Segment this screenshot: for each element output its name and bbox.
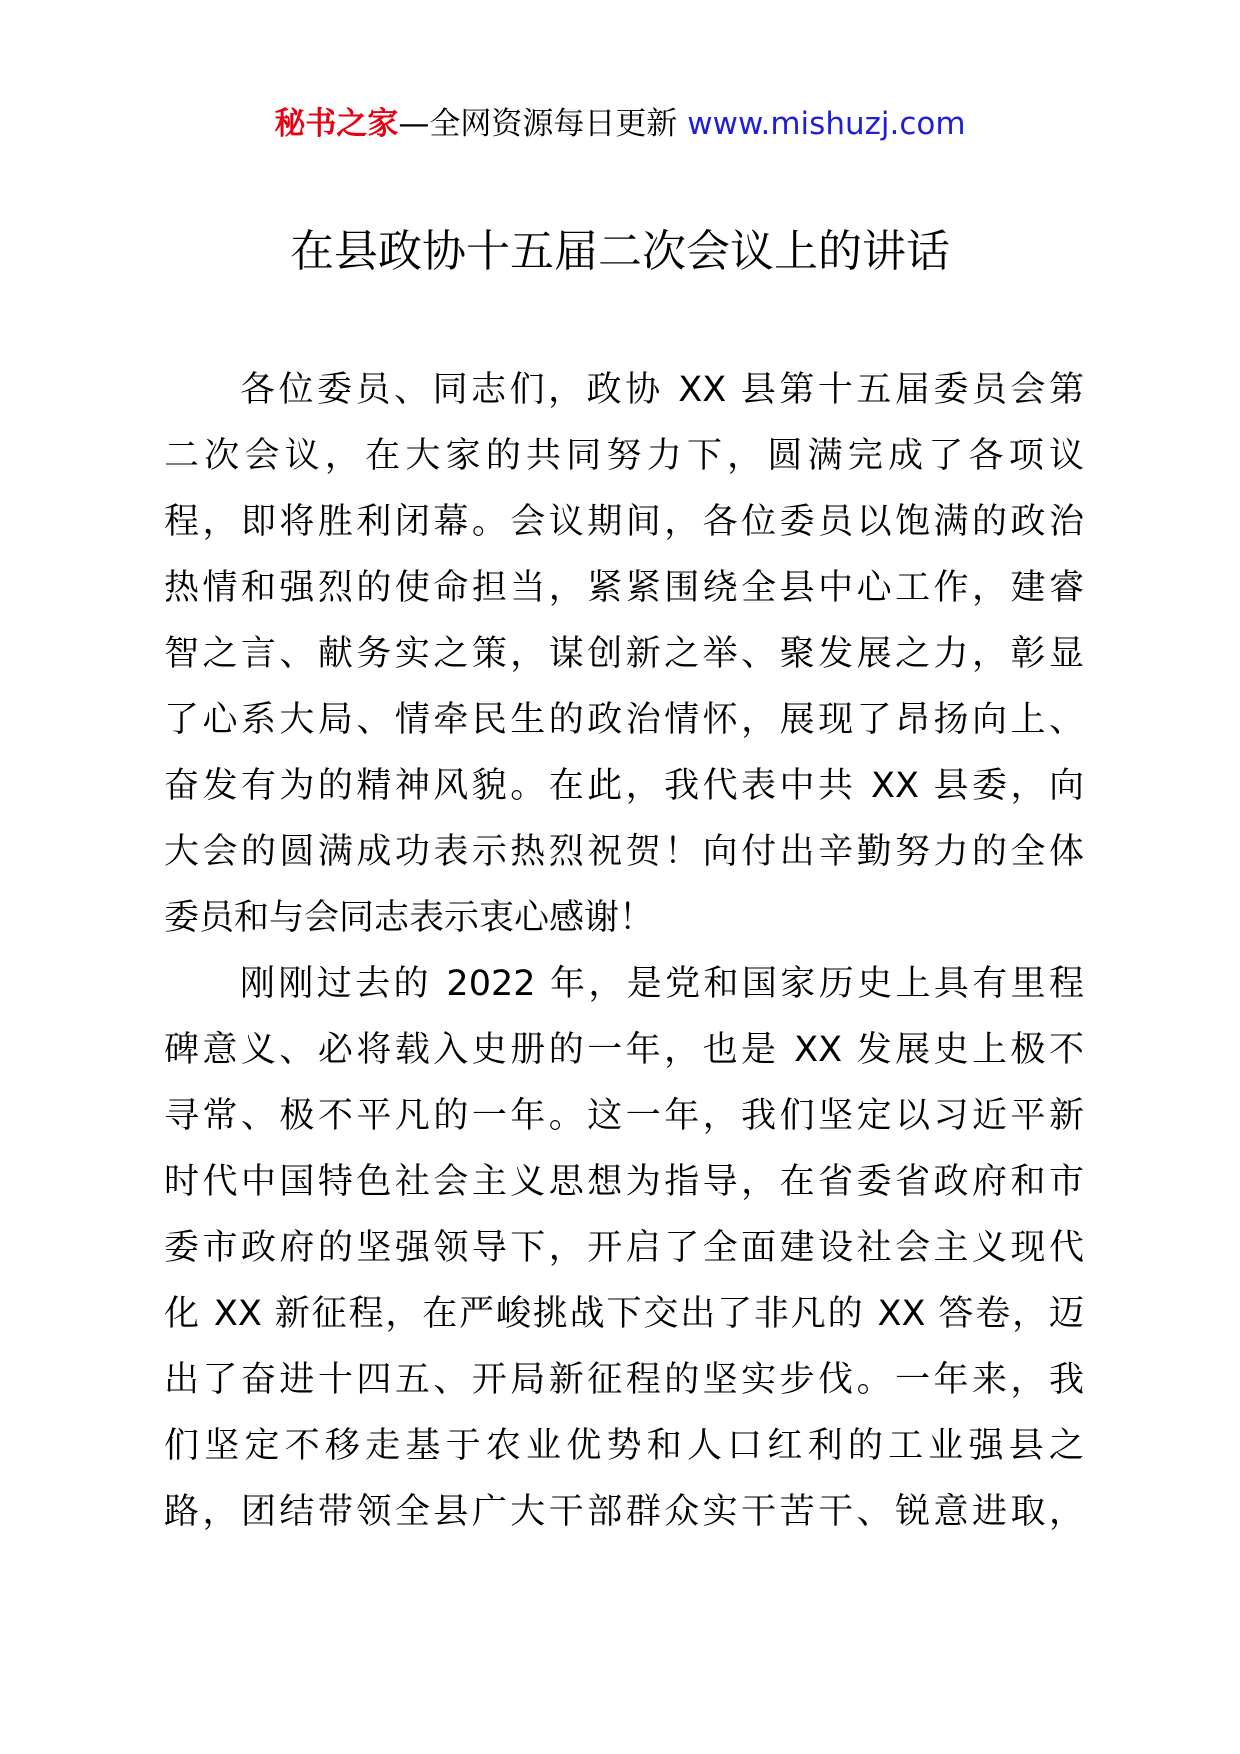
text-line: 各位委员、同志们，政协 XX 县第十五届委员会第 <box>240 370 1084 410</box>
text-line: 委市政府的坚强领导下，开启了全面建设社会主义现代 <box>164 1228 1084 1268</box>
text-line: 化 XX 新征程，在严峻挑战下交出了非凡的 XX 答卷，迈 <box>164 1294 1084 1334</box>
text-line: 时代中国特色社会主义思想为指导，在省委省政府和市 <box>164 1162 1084 1202</box>
text-line: 刚刚过去的 2022 年，是党和国家历史上具有里程 <box>240 964 1084 1004</box>
site-tagline: —全网资源每日更新 <box>398 106 678 142</box>
text-line: 二次会议，在大家的共同努力下，圆满完成了各项议 <box>164 436 1084 476</box>
document-body <box>164 357 1084 1545</box>
text-line: 智之言、献务实之策，谋创新之举、聚发展之力，彰显 <box>164 634 1084 674</box>
site-header <box>0 102 1240 146</box>
text-line: 大会的圆满成功表示热烈祝贺！向付出辛勤努力的全体 <box>164 832 1084 872</box>
text-line: 路，团结带领全县广大干部群众实干苦干、锐意进取， <box>164 1492 1084 1532</box>
text-line: 委员和与会同志表示衷心感谢！ <box>164 898 655 938</box>
paragraph-1 <box>164 357 1084 951</box>
site-brand: 秘书之家 <box>274 106 399 142</box>
text-line: 出了奋进十四五、开局新征程的坚实步伐。一年来，我 <box>164 1360 1084 1400</box>
text-line: 奋发有为的精神风貌。在此，我代表中共 XX 县委，向 <box>164 766 1084 806</box>
paragraph-2 <box>164 951 1084 1545</box>
text-line: 热情和强烈的使命担当，紧紧围绕全县中心工作，建睿 <box>164 568 1084 608</box>
document-title: 在县政协十五届二次会议上的讲话 <box>290 226 950 277</box>
text-line: 们坚定不移走基于农业优势和人口红利的工业强县之 <box>164 1426 1084 1466</box>
text-line: 程，即将胜利闭幕。会议期间，各位委员以饱满的政治 <box>164 502 1084 542</box>
text-line: 了心系大局、情牵民生的政治情怀，展现了昂扬向上、 <box>164 700 1084 740</box>
text-line: 寻常、极不平凡的一年。这一年，我们坚定以习近平新 <box>164 1096 1084 1136</box>
text-line: 碑意义、必将载入史册的一年，也是 XX 发展史上极不 <box>164 1030 1084 1070</box>
site-url-link[interactable]: www.mishuzj.com <box>687 106 966 142</box>
